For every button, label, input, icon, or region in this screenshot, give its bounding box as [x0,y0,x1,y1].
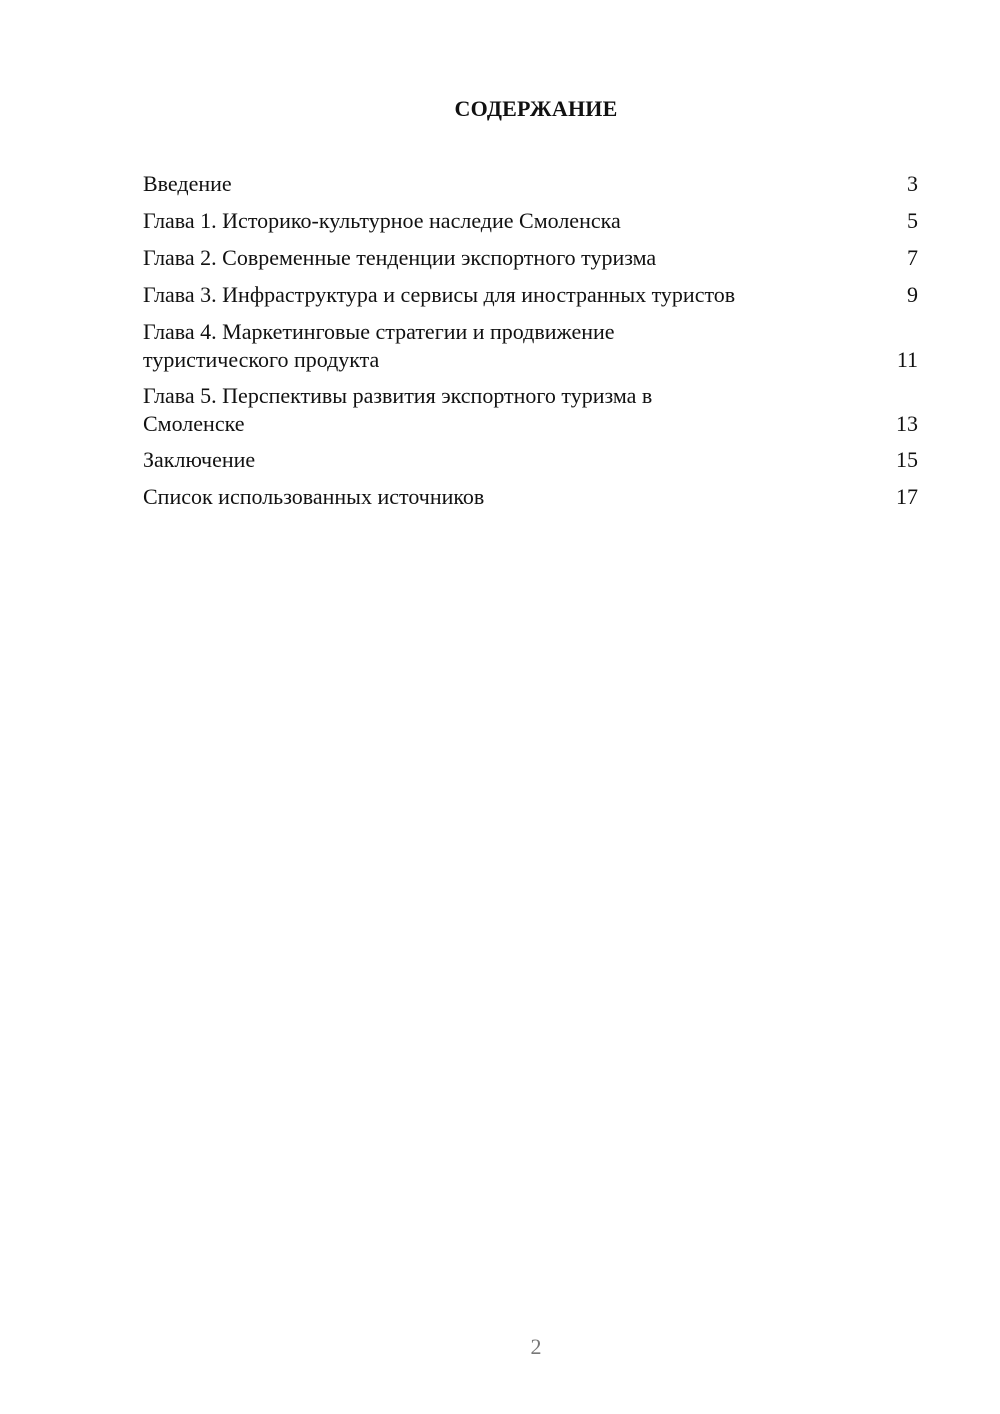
toc-entry-title [143,281,890,309]
toc-entry-title-line: Глава 4. Маркетинговые стратегии и продвижение [143,319,615,344]
toc-entry-title [143,382,890,438]
toc-entry-page: 9 [907,282,918,307]
toc-entry-title-line: Глава 3. Инфраструктура и сервисы для иностранных туристов [143,282,736,307]
toc-entry [143,483,918,511]
toc-entry-page: 13 [896,411,918,436]
toc-entry-title-line: Глава 2. Современные тенденции экспортного туризма [143,245,657,270]
toc-entry-title [143,244,890,272]
page-title: СОДЕРЖАНИЕ [454,96,618,121]
page-number: 2 [530,1334,542,1359]
toc-entry-title [143,446,890,474]
toc-entry-page: 15 [896,447,918,472]
toc-entry-page: 3 [907,171,918,196]
toc-entry-title [143,207,890,235]
toc-entry-title-line: Смоленске [143,411,245,436]
toc-entry-page: 5 [907,208,918,233]
toc-entry-title-line: Глава 1. Историко-культурное наследие Смоленска [143,208,621,233]
toc-entry-title-line: туристического продукта [143,347,380,372]
toc-entry-title-line: Заключение [143,447,256,472]
toc-entry [143,318,918,374]
toc-entry [143,382,918,438]
toc-entry-title-line: Список использованных источников [143,484,485,509]
toc-entry [143,207,918,235]
toc-entry-title [143,170,890,198]
toc-entry-title-line: Глава 5. Перспективы развития экспортного туризма в [143,383,653,408]
toc-entry-title [143,483,890,511]
toc-entry-page: 11 [896,347,918,372]
toc-entry [143,170,918,198]
toc-entry [143,281,918,309]
toc-entry-title [143,318,890,374]
table-of-contents [143,170,918,520]
toc-entry [143,244,918,272]
toc-entry-title-line: Введение [143,171,232,196]
toc-entry-page: 17 [896,484,918,509]
toc-entry-page: 7 [907,245,918,270]
toc-entry [143,446,918,474]
